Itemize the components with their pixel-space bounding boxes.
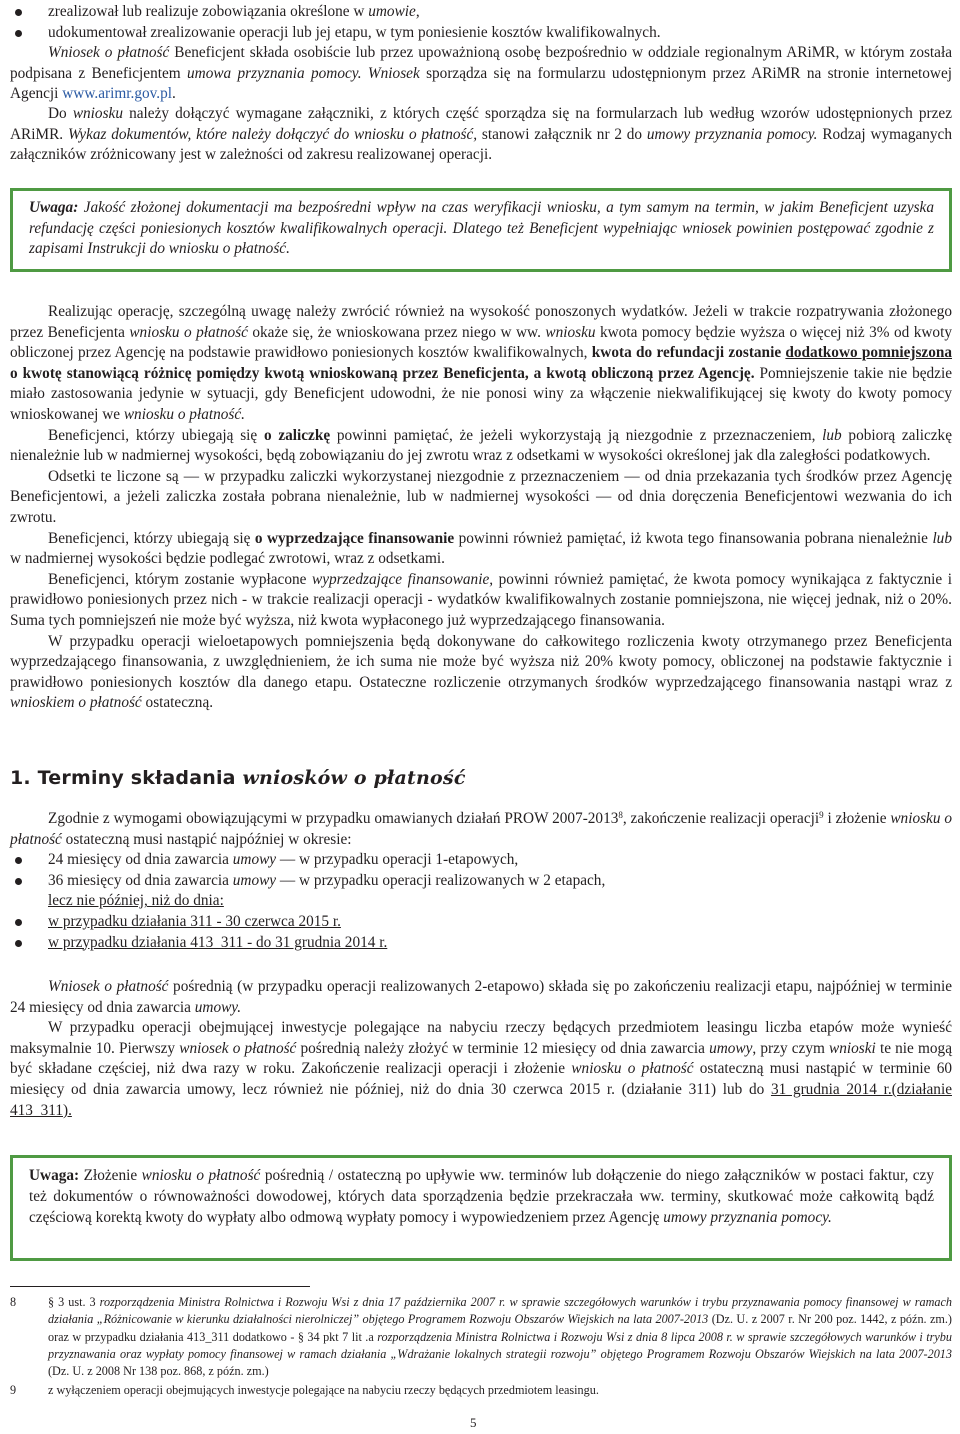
footnote-number: 8 xyxy=(10,1295,17,1309)
note-text: Uwaga: Złożenie wniosku o płatność pośrednią / ostateczną po upływie ww. terminów lub dołączenie do niego załączników w postaci faktur, czy też dokumentów o równoważności dowodowej, których data sporządzenia będzie przekraczała ww. terminy, skutkować może całkowitą bądź częściową korektą kwoty do wypłaty albo odmową wypłaty pomocy i wypowiedzeniem przez Agencję umowy przyznania pomocy. xyxy=(29,1167,934,1226)
paragraph: Beneficjenci, którym zostanie wypłacone wyprzedzające finansowanie, powinni również pamiętać, że kwota pomocy wynikająca z faktycznie i prawidłowo poniesionych przez nich - w trakcie realizacji operacji - wydatków kwalifikowalnych zostanie pomniejszona, nie więcej jednak, niż o 20%. Suma tych pomniejszeń nie może być wyższa, niż kwota wypłaconego już wyprzedzającego finansowania. xyxy=(10,570,952,629)
list-item-subline: lecz nie później, niż do dnia: xyxy=(48,892,224,910)
terms-bullet-list xyxy=(10,850,952,953)
main-section xyxy=(10,302,952,714)
list-item-text: 36 miesięcy od dnia zawarcia umowy — w przypadku operacji realizowanych w 2 etapach, xyxy=(48,871,606,889)
note-box-dokumentacja xyxy=(10,188,952,272)
section-heading xyxy=(10,768,466,789)
paragraph-wniosek: Wniosek o płatność Beneficjent składa osobiście lub przez upoważnioną osobę bezpośrednio w oddziale regionalnym ARiMR, w którym została podpisana z Beneficjentem umowa przyznania pomocy. Wniosek sporządza się na formularzu udostępnionym przez ARiMR na stronie internetowej Agencji www.arimr.gov.pl. xyxy=(10,44,953,103)
list-item: w przypadku działania 413_311 - do 31 grudnia 2014 r. xyxy=(10,933,952,954)
footnote-divider xyxy=(10,1286,310,1287)
list-item xyxy=(10,871,952,912)
list-item: zrealizował lub realizuje zobowiązania określone w umowie, xyxy=(10,2,952,23)
list-item: udokumentował zrealizowanie operacji lub jej etapu, w tym poniesienie kosztów kwalifikowalnych. xyxy=(10,23,952,44)
intro-bullet-list xyxy=(10,2,952,43)
heading-italic: wniosków o płatność xyxy=(242,767,466,789)
footnote-number: 9 xyxy=(10,1383,17,1398)
paragraph-zalaczniki: Do wniosku należy dołączyć wymagane załączniki, z których część sporządza się na formularzach lub według wzorów udostępnionych przez ARiMR. Wykaz dokumentów, które należy dołączyć do wniosku o płatność, stanowi załącznik nr 2 do umowy przyznania pomocy. Rodzaj wymaganych załączników zróżnicowany jest w zależności od zakresu realizowanej operacji. xyxy=(10,105,952,164)
paragraph: W przypadku operacji wieloetapowych pomniejszenia będą dokonywane do całkowitego rozliczenia kwoty otrzymanego przez Beneficjenta wyprzedzającego finansowania, z uwzględnieniem, że ich suma nie może być wyższa niż 20% kwoty pomocy, obliczonej na podstawie faktycznie i prawidłowo poniesionych kosztów dla danego etapu. Ostateczne rozliczenie otrzymanych środków wyprzedzającego finansowania nastąpi wraz z wnioskiem o płatność ostateczną. xyxy=(10,632,952,712)
note-text: Uwaga: Jakość złożonej dokumentacji ma bezpośredni wpływ na czas weryfikacji wniosku, a tym samym na termin, w jakim Beneficjent uzyska refundację części poniesionych kosztów kwalifikowalnych operacji. Dlatego też Beneficjent wypełniając wniosek powinien postępować zgodnie z zapisami Instrukcji do wniosku o płatność. xyxy=(29,199,934,257)
footnotes xyxy=(10,1294,952,1400)
footnote xyxy=(10,1382,952,1399)
paragraph: Beneficjenci, którzy ubiegają się o zaliczkę powinni pamiętać, że jeżeli wykorzystają ją niezgodnie z przeznaczeniem, lub pobiorą zaliczkę nienależnie lub w nadmiernej wysokości, będą zobowiązaniu do jej zwrotu wraz z odsetkami w wysokości określonej jak dla zaległości podatkowych. xyxy=(10,426,952,465)
footnote xyxy=(10,1294,952,1380)
paragraph-leasing: W przypadku operacji obejmującej inwestycje polegające na nabyciu rzeczy będących przedmiotem leasingu liczba etapów może wynieść maksymalnie 10. Pierwszy wniosek o płatność pośrednią należy złożyć w terminie 12 miesięcy od dnia zawarcia umowy, przy czym wnioski te nie mogą być składane częściej, niż dwa razy w roku. Zakończenie realizacji operacji i złożenie wniosku o płatność ostateczną musi nastąpić w terminie 60 miesięcy od dnia zawarcia umowy, lecz również nie później, niż do dnia 30 czerwca 2015 r. (działanie 311) lub do 31 grudnia 2014 r.(działanie 413_311). xyxy=(10,1019,952,1119)
page-number: 5 xyxy=(470,1415,477,1430)
paragraph: Odsetki te liczone są — w przypadku zaliczki wykorzystanej niezgodnie z przeznaczeniem — od dnia przekazania tych środków przez Agencję Beneficjentowi, a jeżeli zaliczka została pobrana nienależnie, lub w nadmiernej wysokości — od dnia doręczenia Beneficjentowi wezwania do ich zwrotu. xyxy=(10,467,952,526)
paragraph-posrednia: Wniosek o płatność pośrednią (w przypadku operacji realizowanych 2-etapowo) składa się po zakończeniu realizacji etapu, najpóźniej w terminie 24 miesięcy od dnia zawarcia umowy. xyxy=(10,978,952,1016)
paragraph: Beneficjenci, którzy ubiegają się o wyprzedzające finansowanie powinni również pamiętać, iż kwota tego finansowania pobrana nienależnie lub w nadmiernej wysokości będzie podlegać zwrotowi, wraz z odsetkami. xyxy=(10,529,952,568)
footnote-text: z wyłączeniem operacji obejmujących inwestycje polegające na nabyciu rzeczy będących przedmiotem leasingu. xyxy=(48,1383,599,1398)
list-item: w przypadku działania 311 - 30 czerwca 2015 r. xyxy=(10,912,952,933)
posrednia-section xyxy=(10,977,952,1121)
note-box-terminy xyxy=(10,1155,952,1261)
list-item: 24 miesięcy od dnia zawarcia umowy — w przypadku operacji 1-etapowych, xyxy=(10,850,952,871)
paragraph: Realizując operację, szczególną uwagę należy zwrócić również na wysokość ponoszonych wydatków. Jeżeli w trakcie rozpatrywania złożonego przez Beneficjenta wniosku o płatność okaże się, że wnioskowana przez niego w ww. wniosku kwota pomocy będzie wyższa o więcej niż 3% od kwoty obliczonej przez Agencję na podstawie prawidłowo poniesionych kosztów kwalifikowalnych, kwota do refundacji zostanie dodatkowo pomniejszona o kwotę stanowiącą różnicę pomiędzy kwotą wnioskowaną przez Beneficjenta, a kwotą obliczoną przez Agencję. Pomniejszenie takie nie będzie miało zastosowania jedynie w sytuacji, gdy Beneficjent udowodni, że nie ponosi winy za włączenie niekwalifikującej się kwoty do kwoty pomocy wnioskowanej we wniosku o płatność. xyxy=(10,303,953,423)
footnote-text: § 3 ust. 3 rozporządzenia Ministra Rolnictwa i Rozwoju Wsi z dnia 17 października 2007 r. w sprawie szczegółowych warunków i trybu przyznawania pomocy finansowej w ramach działania „Różnicowanie w kierunku działalności nierolniczej” objętego Programem Rozwoju Obszarów Wiejskich na lata 2007-2013 (Dz. U. z 2007 r. Nr 200 poz. 1442, z późn. zm.) oraz w przypadku działania 413_311 dodatkowo - § 34 pkt 7 lit .a rozporządzenia Ministra Rolnictwa i Rozwoju Wsi z dnia 8 lipca 2008 r. w sprawie szczegółowych warunków i trybu przyznawania oraz wypłaty pomocy finansowej w ramach działania „Wdrażanie lokalnych strategii rozwoju” objętego Programem Rozwoju Obszarów Wiejskich na lata 2007-2013 (Dz. U. z 2008 Nr 138 poz. 868, z późn. zm.) xyxy=(48,1295,952,1379)
terms-section xyxy=(10,809,952,953)
heading-text: 1. Terminy składania xyxy=(10,767,243,789)
website-link[interactable]: www.arimr.gov.pl xyxy=(62,85,173,103)
paragraph-zgodnie: Zgodnie z wymogami obowiązującymi w przypadku omawianych działań PROW 2007-2013$^8$, zakończenie realizacji operacji$^9$ i złożenie wniosku o płatność ostateczną musi nastąpić najpóźniej w okresie: xyxy=(10,810,952,848)
